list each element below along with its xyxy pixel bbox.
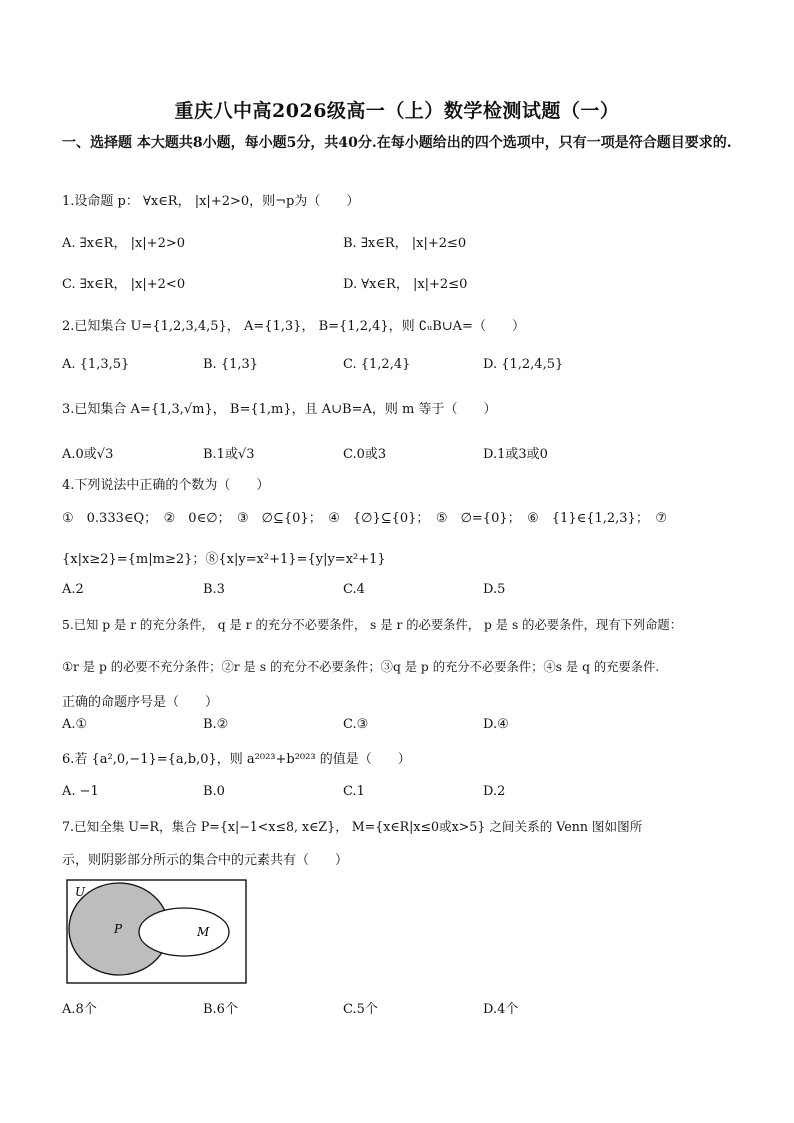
- q7-option-c: C.5个: [343, 1002, 378, 1017]
- q3-option-b: B.1或√3: [203, 447, 255, 462]
- venn-set-m-ellipse: [139, 908, 229, 956]
- q5-option-a: A.①: [62, 717, 88, 732]
- venn-label-u: U: [75, 885, 86, 899]
- q1-option-b: B. ∃x∈R， |x|+2≤0: [343, 236, 467, 251]
- q6-stem: 6.若 {a²,0,−1}={a,b,0}，则 a²⁰²³+b²⁰²³ 的值是（ ）: [62, 752, 411, 767]
- q2-option-a: A. {1,3,5}: [62, 357, 130, 372]
- q4-option-d: D.5: [483, 582, 506, 597]
- q4-statements-line1: ① 0.333∈Q； ② 0∈∅； ③ ∅⊆{0}； ④ {∅}⊆{0}； ⑤ ∅={0}； ⑥ {1}∈{1,2,3}； ⑦: [62, 511, 667, 526]
- q2-option-d: D. {1,2,4,5}: [483, 357, 564, 372]
- q4-stem: 4.下列说法中正确的个数为（ ）: [62, 478, 270, 493]
- section-heading: 一、选择题 本大题共8小题，每小题5分，共40分.在每小题给出的四个选项中，只有一项是符合题目要求的.: [62, 135, 732, 151]
- q5-stem: 5.已知 p 是 r 的充分条件， q 是 r 的充分不必要条件， s 是 r 的必要条件， p 是 s 的必要条件，现有下列命题：: [62, 618, 683, 632]
- exam-title: 重庆八中高2026级高一（上）数学检测试题（一）: [174, 100, 620, 122]
- q5-option-d: D.④: [483, 717, 509, 732]
- q6-option-b: B.0: [203, 784, 225, 799]
- q3-stem: 3.已知集合 A={1,3,√m}， B={1,m}，且 A∪B=A，则 m 等于（ ）: [62, 402, 497, 417]
- q2-option-c: C. {1,2,4}: [343, 357, 411, 372]
- q5-option-b: B.②: [203, 717, 229, 732]
- q4-option-a: A.2: [62, 582, 84, 597]
- q1-option-a: A. ∃x∈R， |x|+2>0: [62, 236, 185, 251]
- q1-option-d: D. ∀x∈R， |x|+2≤0: [343, 277, 468, 292]
- q7-stem-line2: 示，则阴影部分所示的集合中的元素共有（ ）: [62, 853, 349, 868]
- q5-propositions: ①r 是 p 的必要不充分条件；②r 是 s 的充分不必要条件；③q 是 p 的充分不必要条件；④s 是 q 的充要条件.: [62, 660, 660, 674]
- q3-option-a: A.0或√3: [62, 447, 114, 462]
- q1-option-c: C. ∃x∈R， |x|+2<0: [62, 277, 186, 292]
- q6-option-a: A. −1: [62, 784, 99, 799]
- q4-statements-line2: {x|x≥2}={m|m≥2}；⑧{x|y=x²+1}={y|y=x²+1}: [62, 552, 386, 567]
- q3-option-c: C.0或3: [343, 447, 387, 462]
- venn-label-p: P: [114, 922, 123, 936]
- q6-option-d: D.2: [483, 784, 506, 799]
- q2-option-b: B. {1,3}: [203, 357, 259, 372]
- q7-option-a: A.8个: [62, 1002, 97, 1017]
- q1-stem: 1.设命题 p： ∀x∈R， |x|+2>0，则¬p为（ ）: [62, 194, 360, 209]
- q4-option-c: C.4: [343, 582, 365, 597]
- q5-option-c: C.③: [343, 717, 369, 732]
- q4-option-b: B.3: [203, 582, 225, 597]
- q5-question: 正确的命题序号是（ ）: [62, 695, 219, 710]
- venn-diagram: [66, 879, 248, 985]
- q2-stem: 2.已知集合 U={1,2,3,4,5}， A={1,3}， B={1,2,4}，则 ∁ᵤB∪A=（ ）: [62, 319, 525, 334]
- q7-option-d: D.4个: [483, 1002, 519, 1017]
- q7-stem: 7.已知全集 U=R，集合 P={x|−1<x≤8, x∈Z}， M={x∈R|x≤0或x>5} 之间关系的 Venn 图如图所: [62, 819, 643, 834]
- q7-option-b: B.6个: [203, 1002, 238, 1017]
- q3-option-d: D.1或3或0: [483, 447, 548, 462]
- venn-label-m: M: [197, 925, 210, 939]
- q6-option-c: C.1: [343, 784, 365, 799]
